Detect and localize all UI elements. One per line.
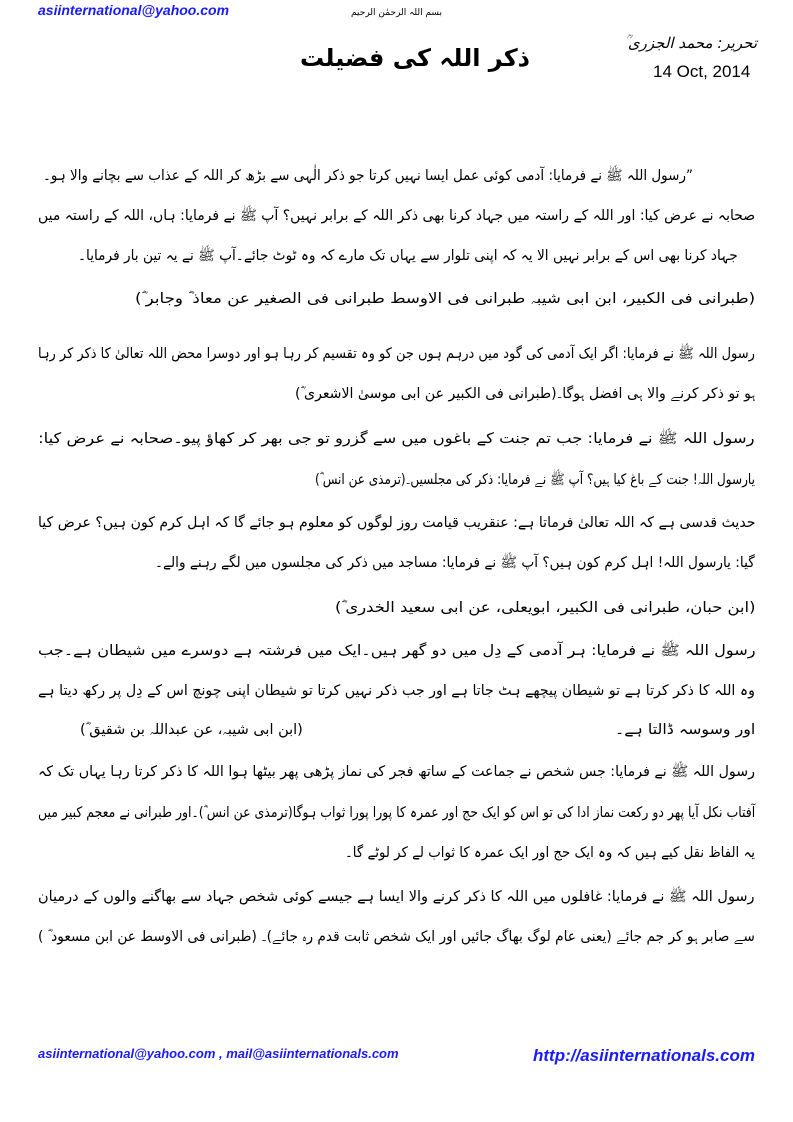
text-line: حدیث قدسی ہے کہ اللہ تعالیٰ فرماتا ہے: عنقریب قیامت روز لوگوں کو معلوم ہو جائے گا کہ اہل کرم کون ہیں؟ عرض کیا xyxy=(37,515,755,531)
text-line: اور وسوسہ ڈالتا ہے۔ xyxy=(614,722,755,738)
text-line: رسول اللہ ﷺ نے فرمایا: اگر ایک آدمی کی گود میں درہم ہوں جن کو وہ تقسیم کر رہا ہو اور دوسرا محض اللہ تعالیٰ کا ذکر کر رہا xyxy=(38,346,755,362)
text-line: رسول اللہ ﷺ نے فرمایا: غافلوں میں اللہ کا ذکر کرنے والا ایسا ہے جیسے کوئی شخص جہاد سے بھاگنے والوں کے درمیان xyxy=(38,889,755,905)
text-line: رسول اللہ ﷺ نے فرمایا: ہر آدمی کے دِل میں دو گھر ہیں۔ایک میں فرشتہ ہے دوسرے میں شیطان ہے۔جب xyxy=(37,643,755,659)
citation: (ابن حبان، طبرانی فی الکبیر، ابویعلی، عن ابی سعید الخدری ؓ) xyxy=(334,600,755,616)
date: 14 Oct, 2014 xyxy=(653,62,751,81)
text-line: جہاد کرنا بھی اس کے برابر نہیں الا یہ کہ اپنی تلوار سے یہاں تک مارے کہ وہ ٹوٹ جائے۔آپ ﷺ نے یہ تین بار فرمایا۔ xyxy=(78,248,738,264)
text-line: رسول اللہ ﷺ نے فرمایا: جس شخص نے جماعت کے ساتھ فجر کی نماز پڑھی پھر بیٹھا ہوا اللہ کا ذکر کرتا رہا یہاں تک کہ xyxy=(38,764,755,780)
text-line: ”رسول اللہ ﷺ نے فرمایا: آدمی کوئی عمل ایسا نہیں کرتا جو ذکر الٰہی سے بڑھ کر اللہ کے عذاب سے بچانے والا ہو۔ xyxy=(43,168,693,184)
text-line: ہو تو ذکر کرنے والا ہی افضل ہوگا۔(طبرانی فی الکبیر عن ابی موسیٰ الاشعری ؓ) xyxy=(294,386,755,402)
footer-website-link[interactable]: http://asiinternationals.com xyxy=(533,1046,755,1065)
text-line: سے صابر ہو کر جم جائے (یعنی عام لوگ بھاگ جائیں اور ایک شخص ثابت قدم رہ جائے)۔ (طبرانی فی الاوسط عن ابن مسعود ؓ ) xyxy=(38,929,755,945)
author: تحریر: محمد الجزری ؒ xyxy=(624,34,757,52)
citation: (طبرانی فی الکبیر، ابن ابی شیبہ طبرانی فی الاوسط طبرانی فی الصغیر عن معاذ ؓ وجابر ؓ) xyxy=(134,291,755,307)
footer-emails[interactable]: asiinternational@yahoo.com , mail@asiinternationals.com xyxy=(38,1046,399,1061)
bismillah: بسم اللہ الرحمٰن الرحیم xyxy=(351,8,442,18)
text-line: آفتاب نکل آیا پھر دو رکعت نماز ادا کی تو اس کو ایک حج اور عمرہ کا پورا پورا ثواب ہوگا(ترمذی عن انس ؓ)۔اور طبرانی نے معجم کبیر میں xyxy=(37,805,755,821)
text-line: وہ اللہ کا ذکر کرتا ہے تو شیطان پیچھے ہٹ جاتا ہے اور جب ذکر نہیں کرتا تو شیطان اپنی چونچ اس کے دِل پر رکھ دیتا ہے xyxy=(37,683,755,699)
header-email-link[interactable]: asiinternational@yahoo.com xyxy=(38,2,230,18)
text-line: یارسول اللہ! جنت کے باغ کیا ہیں؟ آپ ﷺ نے فرمایا: ذکر کی مجلسیں۔(ترمذی عن انس ؓ) xyxy=(315,472,755,488)
page-title: ذکر اللہ کی فضیلت xyxy=(300,44,530,72)
text-line: گیا: یارسول اللہ! اہل کرم کون ہیں؟ آپ ﷺ نے فرمایا: مساجد میں ذکر کی مجلسوں میں لگے رہنے والے۔ xyxy=(155,555,755,571)
citation: (ابن ابی شیبہ، عن عبداللہ بن شقیق ؓ) xyxy=(80,722,303,738)
text-line: یہ الفاظ نقل کیے ہیں کہ وہ ایک حج اور ایک عمرہ کا ثواب لے کر لوٹے گا۔ xyxy=(344,845,755,861)
text-line: رسول اللہ ﷺ نے فرمایا: جب تم جنت کے باغوں میں سے گزرو تو جی بھر کر کھاؤ پیو۔صحابہ نے عرض کیا: xyxy=(38,431,755,447)
text-line: صحابہ نے عرض کیا: اور اللہ کے راستہ میں جہاد کرنا بھی ذکر اللہ کے برابر نہیں؟ آپ ﷺ نے فرمایا: ہاں، اللہ کے راستہ میں xyxy=(37,208,755,224)
